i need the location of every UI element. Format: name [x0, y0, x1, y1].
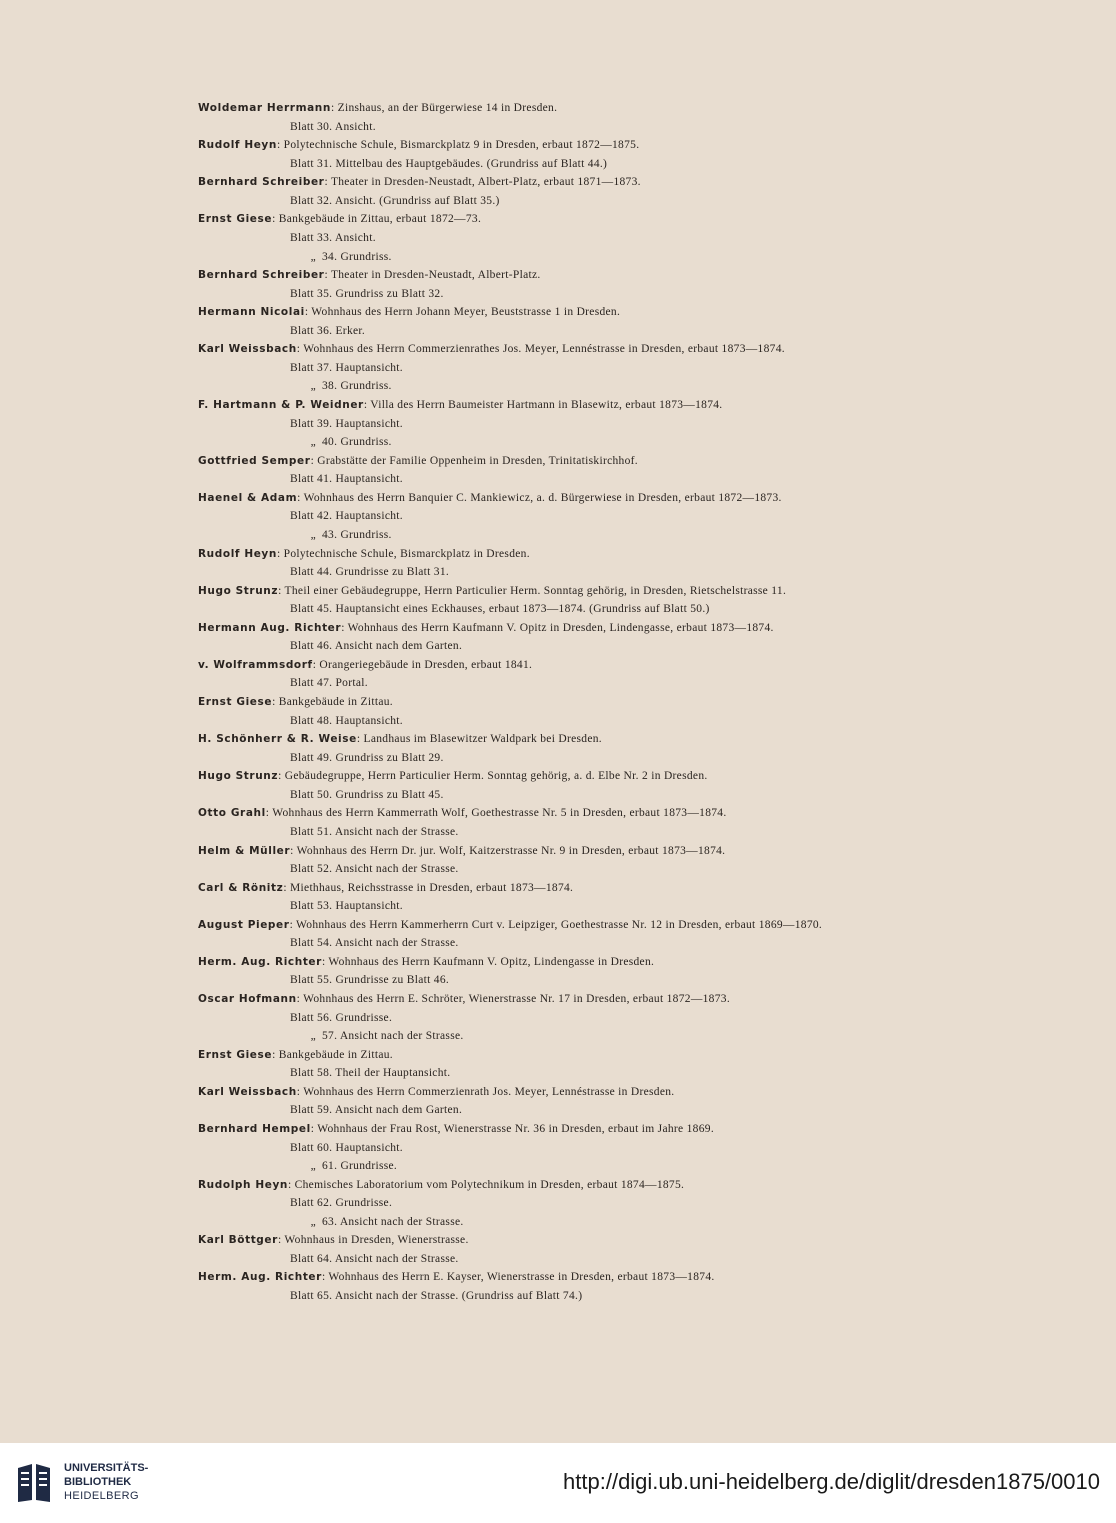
ditto-mark: „ [310, 1215, 316, 1228]
index-entry [198, 1176, 1088, 1232]
entry-heading [198, 1046, 1088, 1065]
architect-name: Oscar Hofmann [198, 993, 297, 1005]
separator: : [276, 139, 284, 152]
architect-name: Karl Weissbach [198, 343, 297, 356]
logo-line-3: HEIDELBERG [64, 1490, 139, 1502]
index-entry [198, 210, 1088, 266]
index-entry [198, 266, 1088, 303]
plate-index [198, 99, 1088, 1306]
plate-line: Blatt 55. Grundrisse zu Blatt 46. [290, 974, 450, 987]
index-entry [198, 173, 1088, 210]
entry-heading [198, 916, 1088, 935]
building-description: Theater in Dresden-Neustadt, Albert-Platz. [330, 269, 541, 282]
index-entry [198, 1268, 1088, 1305]
plate-line: Blatt 35. Grundriss zu Blatt 32. [290, 287, 444, 300]
index-entry [198, 879, 1088, 916]
architect-name: Rudolf Heyn [198, 139, 277, 152]
entry-heading [198, 767, 1088, 786]
architect-name: Ernst Giese [198, 213, 273, 226]
entry-heading [198, 136, 1088, 155]
building-description: Wohnhaus des Herrn Johann Meyer, Beuststrasse 1 in Dresden. [311, 306, 621, 319]
entry-heading [198, 452, 1088, 471]
index-entry [198, 1083, 1088, 1120]
building-description: Wohnhaus der Frau Rost, Wienerstrasse Nr. 36 in Dresden, erbaut im Jahre 1869. [317, 1122, 714, 1135]
plate-line: Blatt 59. Ansicht nach dem Garten. [290, 1104, 463, 1117]
entry-heading [198, 990, 1088, 1009]
entry-heading [198, 1120, 1088, 1139]
entry-heading [198, 1176, 1088, 1195]
plate-line: Blatt 32. Ansicht. (Grundriss auf Blatt 35.) [290, 194, 500, 207]
separator: : [310, 454, 318, 467]
plate-line: Blatt 30. Ansicht. [290, 120, 376, 133]
building-description: Wohnhaus des Herrn Commerzienrath Jos. Meyer, Lennéstrasse in Dresden. [303, 1085, 675, 1098]
separator: : [321, 1271, 329, 1284]
architect-name: Karl Böttger [198, 1234, 278, 1247]
ditto-mark: „ [310, 1030, 316, 1043]
plate-line: Blatt 53. Hauptansicht. [290, 900, 403, 913]
separator: : [272, 1048, 279, 1061]
plate-line: Blatt 47. Portal. [290, 677, 368, 690]
building-description: Wohnhaus des Herrn Kammerherrn Curt v. Leipziger, Goethestrasse Nr. 12 in Dresden, erbaut 1869—1870. [296, 918, 823, 931]
separator: : [290, 844, 297, 857]
entry-heading [198, 1083, 1088, 1102]
entry-heading [198, 210, 1088, 229]
separator: : [272, 696, 279, 708]
building-description: Polytechnische Schule, Bismarckplatz in Dresden. [283, 547, 530, 560]
separator: : [296, 1085, 304, 1098]
entry-heading [198, 545, 1088, 564]
plate-text: 38. Grundriss. [322, 380, 392, 393]
plate-line-ditto [198, 1027, 1088, 1046]
separator: : [278, 770, 285, 783]
entry-heading [198, 1231, 1088, 1250]
architect-name: Haenel & Adam [198, 491, 298, 504]
building-description: Chemisches Laboratorium vom Polytechnikum in Dresden, erbaut 1874—1875. [294, 1178, 685, 1191]
building-description: Zinshaus, an der Bürgerwiese 14 in Dresden. [337, 102, 558, 114]
entry-heading [198, 619, 1088, 638]
index-entry [198, 545, 1088, 582]
plate-line: Blatt 41. Hauptansicht. [290, 473, 403, 486]
building-description: Bankgebäude in Zittau. [278, 696, 393, 708]
entry-heading [198, 656, 1088, 675]
index-entry [198, 1231, 1088, 1268]
plate-line: Blatt 49. Grundriss zu Blatt 29. [290, 751, 444, 764]
separator: : [265, 807, 273, 820]
plate-line: Blatt 46. Ansicht nach dem Garten. [290, 640, 463, 653]
building-description: Bankgebäude in Zittau. [278, 1048, 393, 1061]
index-entry [198, 730, 1088, 767]
entry-heading [198, 173, 1088, 192]
separator: : [321, 955, 329, 968]
library-logo-icon [14, 1462, 56, 1504]
building-description: Wohnhaus des Herrn Kaufmann V. Opitz, Lindengasse in Dresden. [328, 955, 655, 968]
separator: : [277, 1234, 285, 1247]
plate-line: Blatt 64. Ansicht nach der Strasse. [290, 1252, 459, 1265]
plate-text: 61. Grundrisse. [322, 1160, 398, 1173]
entry-heading [198, 396, 1088, 415]
separator: : [310, 1122, 318, 1135]
plate-line: Blatt 31. Mittelbau des Hauptgebäudes. (Grundriss auf Blatt 44.) [290, 157, 608, 170]
plate-line: Blatt 33. Ansicht. [290, 231, 376, 244]
building-description: Wohnhaus des Herrn Kammerrath Wolf, Goethestrasse Nr. 5 in Dresden, erbaut 1873—1874. [272, 807, 727, 820]
index-entry [198, 489, 1088, 545]
architect-name: v. Wolframmsdorf [198, 658, 313, 671]
architect-name: Helm & Müller [198, 844, 291, 857]
architect-name: Bernhard Schreiber [198, 176, 325, 189]
separator: : [324, 176, 331, 189]
entry-heading [198, 582, 1088, 601]
entry-heading [198, 842, 1088, 861]
building-description: Wohnhaus des Herrn Kaufmann V. Opitz in Dresden, Lindengasse, erbaut 1873—1874. [347, 621, 774, 634]
separator: : [283, 881, 291, 894]
index-entry [198, 99, 1088, 136]
plate-line: Blatt 65. Ansicht nach der Strasse. (Grundriss auf Blatt 74.) [290, 1290, 583, 1302]
index-entry [198, 452, 1088, 489]
index-entry [198, 136, 1088, 173]
plate-line-ditto [198, 433, 1088, 452]
index-entry [198, 656, 1088, 693]
architect-name: H. Schönherr & R. Weise [198, 733, 357, 746]
permalink-url[interactable]: http://digi.ub.uni-heidelberg.de/diglit/dresden1875/0010 [563, 1469, 1100, 1494]
building-description: Landhaus im Blasewitzer Waldpark bei Dresden. [363, 733, 602, 746]
architect-name: F. Hartmann & P. Weidner [198, 399, 364, 411]
plate-line: Blatt 58. Theil der Hauptansicht. [290, 1067, 451, 1080]
entry-heading [198, 879, 1088, 898]
plate-line: Blatt 48. Hauptansicht. [290, 714, 403, 727]
plate-line: Blatt 36. Erker. [290, 324, 366, 337]
building-description: Theil einer Gebäudegruppe, Herrn Particulier Herm. Sonntag gehörig, in Dresden, Rietschelstrasse 11. [284, 584, 787, 597]
plate-text: 63. Ansicht nach der Strasse. [322, 1215, 464, 1228]
plate-line: Blatt 54. Ansicht nach der Strasse. [290, 937, 459, 950]
separator: : [296, 343, 304, 356]
plate-line-ditto [198, 526, 1088, 545]
separator: : [296, 993, 304, 1005]
plate-text: 57. Ansicht nach der Strasse. [322, 1030, 464, 1043]
plate-text: 40. Grundriss. [322, 436, 392, 449]
index-entry [198, 693, 1088, 730]
plate-line-ditto [198, 1213, 1088, 1232]
entry-heading [198, 1268, 1088, 1287]
index-entry [198, 842, 1088, 879]
entry-heading [198, 99, 1088, 118]
architect-name: Herm. Aug. Richter [198, 1271, 322, 1284]
plate-line-ditto [198, 248, 1088, 267]
separator: : [304, 306, 312, 319]
building-description: Wohnhaus des Herrn Commerzienrathes Jos. Meyer, Lennéstrasse in Dresden, erbaut 1873—1874. [303, 343, 785, 356]
architect-name: Hugo Strunz [198, 584, 279, 597]
index-entry [198, 990, 1088, 1046]
separator: : [289, 918, 297, 931]
separator: : [363, 399, 371, 411]
footer-bar [0, 1443, 1116, 1523]
separator: : [324, 269, 331, 282]
entry-heading [198, 303, 1088, 322]
architect-name: August Pieper [198, 918, 290, 931]
plate-line: Blatt 42. Hauptansicht. [290, 510, 403, 523]
building-description: Wohnhaus des Herrn Dr. jur. Wolf, Kaitzerstrasse Nr. 9 in Dresden, erbaut 1873—1874. [296, 844, 726, 857]
index-entry [198, 804, 1088, 841]
plate-line: Blatt 50. Grundriss zu Blatt 45. [290, 788, 444, 801]
architect-name: Ernst Giese [198, 696, 273, 708]
separator: : [276, 547, 284, 560]
ditto-mark: „ [310, 1160, 316, 1173]
separator: : [287, 1178, 295, 1191]
logo-line-2: BIBLIOTHEK [64, 1476, 132, 1488]
architect-name: Bernhard Schreiber [198, 269, 325, 282]
index-entry [198, 1120, 1088, 1176]
architect-name: Rudolph Heyn [198, 1178, 288, 1191]
architect-name: Woldemar Herrmann [198, 102, 331, 114]
building-description: Orangeriegebäude in Dresden, erbaut 1841. [319, 658, 533, 671]
index-entry [198, 396, 1088, 452]
index-entry [198, 582, 1088, 619]
ditto-mark: „ [310, 380, 316, 393]
plate-text: 34. Grundriss. [322, 250, 392, 263]
plate-line: Blatt 62. Grundrisse. [290, 1197, 393, 1210]
entry-heading [198, 489, 1088, 508]
separator: : [297, 491, 304, 504]
building-description: Wohnhaus in Dresden, Wienerstrasse. [284, 1234, 469, 1247]
plate-line: Blatt 39. Hauptansicht. [290, 417, 403, 430]
plate-line: Blatt 60. Hauptansicht. [290, 1141, 403, 1154]
plate-line: Blatt 37. Hauptansicht. [290, 361, 403, 374]
building-description: Grabstätte der Familie Oppenheim in Dresden, Trinitatiskirchhof. [317, 454, 638, 467]
separator: : [330, 102, 338, 114]
building-description: Bankgebäude in Zittau, erbaut 1872—73. [278, 213, 482, 226]
architect-name: Hermann Aug. Richter [198, 621, 342, 634]
ditto-mark: „ [310, 436, 316, 449]
entry-heading [198, 953, 1088, 972]
architect-name: Ernst Giese [198, 1048, 273, 1061]
entry-heading [198, 804, 1088, 823]
building-description: Wohnhaus des Herrn Banquier C. Mankiewicz, a. d. Bürgerwiese in Dresden, erbaut 1872—1873. [303, 491, 782, 504]
plate-line-ditto [198, 377, 1088, 396]
architect-name: Gottfried Semper [198, 454, 311, 467]
entry-heading [198, 730, 1088, 749]
index-entry [198, 619, 1088, 656]
separator: : [341, 621, 348, 634]
architect-name: Karl Weissbach [198, 1085, 297, 1098]
architect-name: Otto Grahl [198, 807, 266, 820]
architect-name: Hermann Nicolai [198, 306, 305, 319]
architect-name: Herm. Aug. Richter [198, 955, 322, 968]
building-description: Polytechnische Schule, Bismarckplatz 9 in Dresden, erbaut 1872—1875. [283, 139, 640, 152]
plate-line: Blatt 45. Hauptansicht eines Eckhauses, erbaut 1873—1874. (Grundriss auf Blatt 50.) [290, 603, 710, 616]
plate-line: Blatt 44. Grundrisse zu Blatt 31. [290, 566, 450, 579]
separator: : [278, 584, 285, 597]
architect-name: Hugo Strunz [198, 770, 279, 783]
architect-name: Carl & Rönitz [198, 881, 284, 894]
index-entry [198, 1046, 1088, 1083]
plate-line: Blatt 52. Ansicht nach der Strasse. [290, 863, 459, 876]
entry-heading [198, 266, 1088, 285]
index-entry [198, 767, 1088, 804]
plate-text: 43. Grundriss. [322, 528, 392, 541]
index-entry [198, 953, 1088, 990]
building-description: Wohnhaus des Herrn E. Schröter, Wienerstrasse Nr. 17 in Dresden, erbaut 1872—1873. [303, 993, 730, 1005]
entry-heading [198, 693, 1088, 712]
plate-line: Blatt 51. Ansicht nach der Strasse. [290, 825, 459, 838]
plate-line: Blatt 56. Grundrisse. [290, 1011, 393, 1024]
building-description: Miethhaus, Reichsstrasse in Dresden, erbaut 1873—1874. [290, 881, 574, 894]
building-description: Villa des Herrn Baumeister Hartmann in Blasewitz, erbaut 1873—1874. [370, 399, 723, 411]
library-logo-text [64, 1461, 148, 1503]
separator: : [272, 213, 279, 226]
building-description: Theater in Dresden-Neustadt, Albert-Platz, erbaut 1871—1873. [330, 176, 641, 189]
index-entry [198, 340, 1088, 396]
architect-name: Bernhard Hempel [198, 1122, 311, 1135]
separator: : [312, 658, 320, 671]
logo-line-1: UNIVERSITÄTS- [64, 1462, 149, 1474]
separator: : [356, 733, 364, 746]
building-description: Wohnhaus des Herrn E. Kayser, Wienerstrasse in Dresden, erbaut 1873—1874. [328, 1271, 715, 1284]
architect-name: Rudolf Heyn [198, 547, 277, 560]
plate-line-ditto [198, 1157, 1088, 1176]
ditto-mark: „ [310, 250, 316, 263]
index-entry [198, 303, 1088, 340]
entry-heading [198, 340, 1088, 359]
index-entry [198, 916, 1088, 953]
building-description: Gebäudegruppe, Herrn Particulier Herm. Sonntag gehörig, a. d. Elbe Nr. 2 in Dresden. [284, 770, 708, 783]
ditto-mark: „ [310, 528, 316, 541]
